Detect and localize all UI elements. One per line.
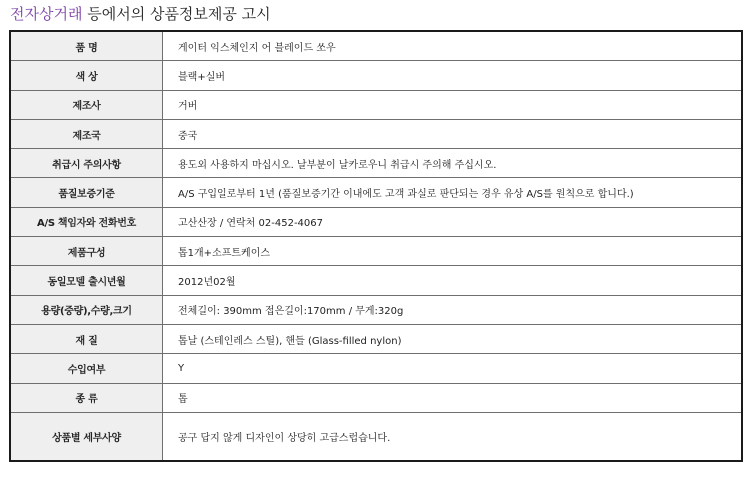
table-row [10,207,742,236]
row-label: 동일모델 출시년월 [10,266,163,295]
row-label: 종 류 [10,383,163,412]
table-row [10,237,742,266]
table-row [10,149,742,178]
row-label: 제품구성 [10,237,163,266]
row-value: A/S 구입일로부터 1년 (품질보증기간 이내에도 고객 과실로 판단되는 경우 유상 A/S를 원칙으로 합니다.) [163,178,743,207]
title-highlight: 전자상거래 [10,5,83,23]
row-label: 취급시 주의사항 [10,149,163,178]
table-row [10,324,742,353]
title-rest: 등에서의 상품정보제공 고시 [82,5,271,23]
table-row [10,61,742,90]
row-value: 톱1개+소프트케이스 [163,237,743,266]
row-value: 중국 [163,119,743,148]
table-row [10,412,742,461]
row-value: 고산산장 / 연락처 02-452-4067 [163,207,743,236]
row-value: 용도외 사용하지 마십시오. 날부분이 날카로우니 취급시 주의해 주십시오. [163,149,743,178]
row-value: 톱 [163,383,743,412]
table-row [10,354,742,383]
row-value: 게이터 익스체인지 어 블레이드 쏘우 [163,31,743,61]
table-row [10,295,742,324]
row-label: 상품별 세부사양 [10,412,163,461]
table-row [10,31,742,61]
row-value: 거버 [163,90,743,119]
row-label: 제조사 [10,90,163,119]
row-value: 공구 답지 않게 디자인이 상당히 고급스럽습니다. [163,412,743,461]
table-row [10,266,742,295]
row-label: 색 상 [10,61,163,90]
row-value: 전체길이: 390mm 접은길이:170mm / 무게:320g [163,295,743,324]
row-value: 블랙+실버 [163,61,743,90]
row-label: 용량(중량),수량,크기 [10,295,163,324]
row-value: 2012년02월 [163,266,743,295]
table-row [10,90,742,119]
row-label: 품질보증기준 [10,178,163,207]
row-value: 톱날 (스테인레스 스틸), 핸들 (Glass-filled nylon) [163,324,743,353]
row-label: A/S 책임자와 전화번호 [10,207,163,236]
table-row [10,383,742,412]
page-title [10,3,271,25]
row-value: Y [163,354,743,383]
table-row [10,119,742,148]
row-label: 재 질 [10,324,163,353]
row-label: 수입여부 [10,354,163,383]
product-info-table [9,30,743,462]
row-label: 품 명 [10,31,163,61]
row-label: 제조국 [10,119,163,148]
table-row [10,178,742,207]
